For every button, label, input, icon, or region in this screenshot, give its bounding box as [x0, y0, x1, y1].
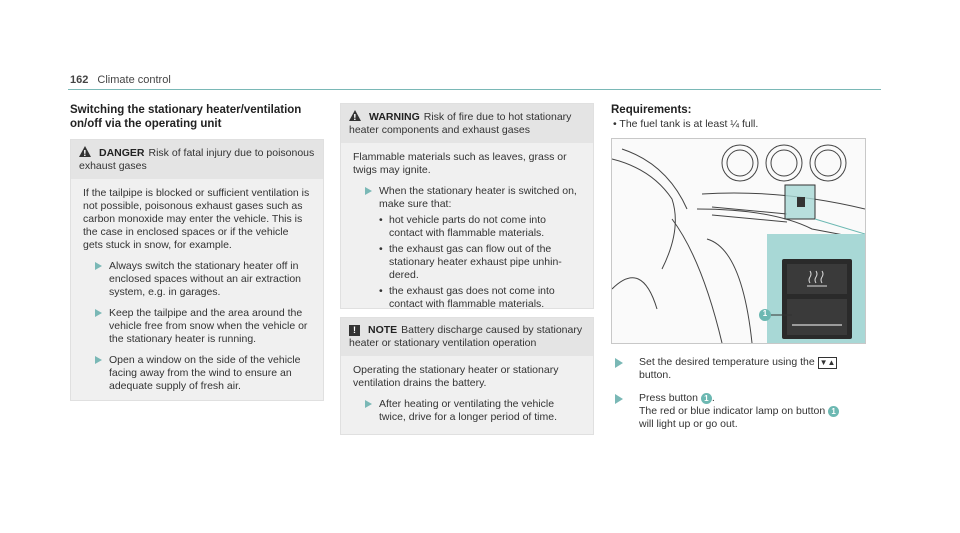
callout-1-icon: 1: [701, 393, 712, 404]
danger-header: [71, 140, 323, 179]
step-press-button: [611, 392, 869, 431]
danger-text: If the tailpipe is blocked or sufficient ventilation is not possible, poisonous exhaust gases such as carbon monoxide may enter the vehicle. This is the case in enclosed spaces or if the vehicle gets stuck in snow, for example.: [83, 187, 310, 251]
temperature-buttons-symbol: ▼▲: [819, 358, 836, 367]
arrow-icon: [365, 187, 372, 195]
warning-bullet-1: • hot vehicle parts do not come into contact with flammable materials.: [379, 214, 581, 240]
arrow-icon: [365, 400, 372, 408]
page-header: [70, 74, 171, 86]
warning-body: [341, 143, 593, 329]
requirement-item: • The fuel tank is at least ¼ full.: [613, 118, 759, 130]
arrow-icon: [95, 356, 102, 364]
arrow-icon: [615, 394, 623, 404]
warning-heading: Risk of fire due to hot stationary heater components and exhaust gases: [349, 111, 572, 136]
note-text: Operating the stationary heater or stationary ventilation drains the battery.: [353, 364, 559, 389]
warning-triangle-icon: [349, 110, 361, 121]
step2-indicator-text: The red or blue indicator lamp on button: [639, 405, 826, 417]
step1-text: Set the desired temperature using the: [639, 356, 815, 368]
danger-step-text: Always switch the stationary heater off in enclosed spaces without an air extraction system, e.g. in garages.: [109, 260, 302, 298]
note-step: [353, 398, 581, 424]
arrow-icon: [615, 358, 623, 368]
danger-box: [70, 139, 324, 401]
danger-label: DANGER: [99, 147, 145, 159]
warning-bullet-3: • the exhaust gas does not come into contact with flammable materials.: [379, 285, 581, 311]
header-divider: [68, 89, 881, 90]
warning-bullet-2: • the exhaust gas can flow out of the stationary heater exhaust pipe unhindered.: [379, 243, 581, 282]
step-set-temperature: [611, 356, 859, 382]
warning-step-text: When the stationary heater is switched on, make sure that:: [379, 185, 577, 210]
note-label: NOTE: [368, 324, 398, 336]
arrow-icon: [95, 262, 102, 270]
danger-heading: Risk of fatal injury due to poisonous exhaust gases: [79, 147, 315, 172]
note-body: [341, 356, 593, 442]
step2-indicator-text-end: will light up or go out.: [639, 418, 738, 430]
danger-step-2: [83, 307, 311, 346]
section-name: Climate control: [97, 74, 171, 86]
exclamation-icon: !: [349, 325, 360, 336]
callout-1-icon: 1: [828, 406, 839, 417]
section-title: Switching the stationary heater/ventilation on/off via the operating unit: [70, 104, 302, 130]
dashboard-drawing: [612, 139, 865, 343]
warning-box: [340, 103, 594, 309]
step1-text-end: button.: [639, 369, 672, 381]
requirements-title: Requirements:: [611, 104, 692, 116]
warning-header: [341, 104, 593, 143]
step2-text: Press button: [639, 392, 698, 404]
warning-triangle-icon: [79, 146, 91, 157]
warning-step: [353, 185, 581, 311]
arrow-icon: [95, 309, 102, 317]
step2-period: .: [711, 392, 715, 404]
note-header: [341, 318, 593, 356]
warning-text: Flammable materials such as leaves, grass or twigs may ignite.: [353, 151, 567, 176]
callout-number: 1: [762, 309, 768, 318]
steering-wheel-outline: [612, 159, 675, 269]
danger-step-text: Open a window on the side of the vehicle facing away from the wind to ensure an adequate supply of fresh air.: [109, 354, 301, 392]
danger-step-3: [83, 354, 311, 393]
page-number: 162: [70, 74, 89, 86]
note-heading: Battery discharge caused by stationary heater or stationary ventilation operation: [349, 324, 583, 349]
requirement-text: The fuel tank is at least ¼ full.: [619, 118, 759, 130]
danger-body: [71, 179, 323, 411]
danger-step-text: Keep the tailpipe and the area around the vehicle free from snow when the vehicle or the stationary heater is running.: [109, 307, 308, 345]
danger-step-1: [83, 260, 311, 299]
note-step-text: After heating or ventilating the vehicle twice, drive for a longer period of time.: [379, 398, 557, 423]
note-box: [340, 317, 594, 435]
dashboard-illustration: [611, 138, 866, 344]
warning-label: WARNING: [369, 111, 420, 123]
